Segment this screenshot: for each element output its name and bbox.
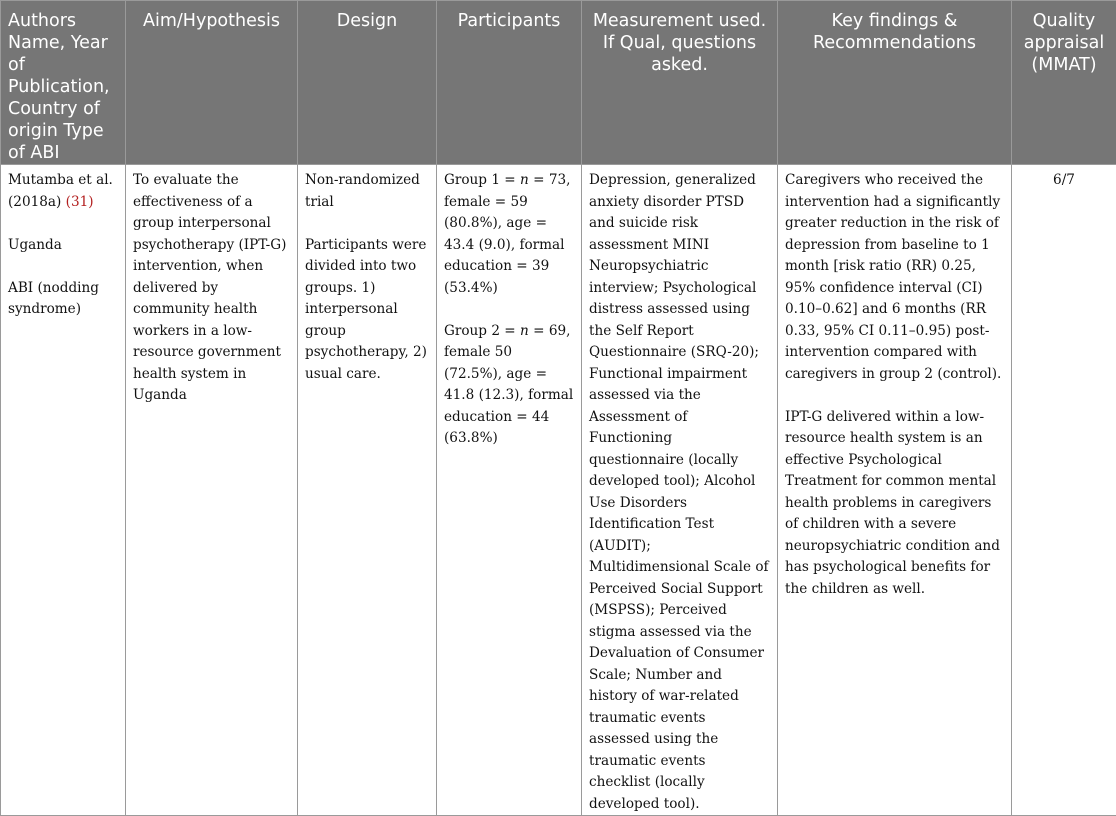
group-1-prefix: Group 1 = (444, 172, 520, 188)
group-1-details: = 73, female = 59 (80.8%), age = 43.4 (9.0), formal education = 39 (53.4%) (444, 172, 570, 296)
design-type: Non-randomized trial (305, 170, 429, 213)
cell-measurement (582, 165, 778, 816)
cell-design (298, 165, 437, 816)
author-country: Uganda (8, 235, 118, 257)
author-name: Mutamba et al. (2018a) (8, 172, 113, 210)
header-findings: Key findings & Recommendations (778, 1, 1012, 165)
cell-aim (126, 165, 298, 816)
header-measurement: Measurement used. If Qual, questions asked. (582, 1, 778, 165)
cell-authors (1, 165, 126, 816)
participants-group-1 (444, 170, 574, 299)
findings-paragraph-2: IPT-G delivered within a low-resource health system is an effective Psychological Treatment for common mental health problems in caregivers of children with a severe neuropsychiatric condition and has psychological benefits for the children as well. (785, 407, 1004, 601)
findings-paragraph-1: Caregivers who received the intervention had a significantly greater reduction in the risk of depression from baseline to 1 month [risk ratio (RR) 0.25, 95% confidence interval (CI) 0.10–0.62] and 6 months (RR 0.33, 95% CI 0.11–0.95) post-intervention compared with caregivers in group 2 (control). (785, 170, 1004, 385)
group-2-details: = 69, female 50 (72.5%), age = 41.8 (12.3), formal education = 44 (63.8%) (444, 323, 573, 447)
author-citation (8, 170, 118, 213)
measurement-text: Depression, generalized anxiety disorder PTSD and suicide risk assessment MINI Neuropsychiatric interview; Psychological distress assessed using the Self Report Questionnaire (SRQ-20); Functional impairment assessed via the Assessment of Functioning questionnaire (locally developed tool); Alcohol Use Disorders Identification Test (AUDIT); Multidimensional Scale of Perceived Social Support (MSPSS); Perceived stigma assessed via the Devaluation of Consumer Scale; Number and history of war-related traumatic events assessed using the traumatic events checklist (locally developed tool). (589, 170, 770, 815)
group-2-prefix: Group 2 = (444, 323, 520, 339)
aim-text: To evaluate the effectiveness of a group interpersonal psychotherapy (IPT-G) intervention, when delivered by community health workers in a low-resource government health system in Uganda (133, 170, 290, 407)
header-authors: Authors Name, Year of Publication, Country of origin Type of ABI (1, 1, 126, 165)
header-row (1, 1, 1116, 165)
design-detail: Participants were divided into two groups. 1) interpersonal group psychotherapy, 2) usual care. (305, 235, 429, 386)
table-row (1, 165, 1116, 816)
cell-quality (1012, 165, 1116, 816)
participants-group-2 (444, 321, 574, 450)
author-abi-type: ABI (nodding syndrome) (8, 278, 118, 321)
header-participants: Participants (437, 1, 582, 165)
quality-score: 6/7 (1019, 170, 1109, 192)
group-1-n: n (520, 172, 529, 188)
header-aim: Aim/Hypothesis (126, 1, 298, 165)
group-2-n: n (520, 323, 529, 339)
header-quality: Quality appraisal (MMAT) (1012, 1, 1116, 165)
header-design: Design (298, 1, 437, 165)
cell-participants (437, 165, 582, 816)
reference-link[interactable]: (31) (66, 194, 94, 210)
cell-findings (778, 165, 1012, 816)
